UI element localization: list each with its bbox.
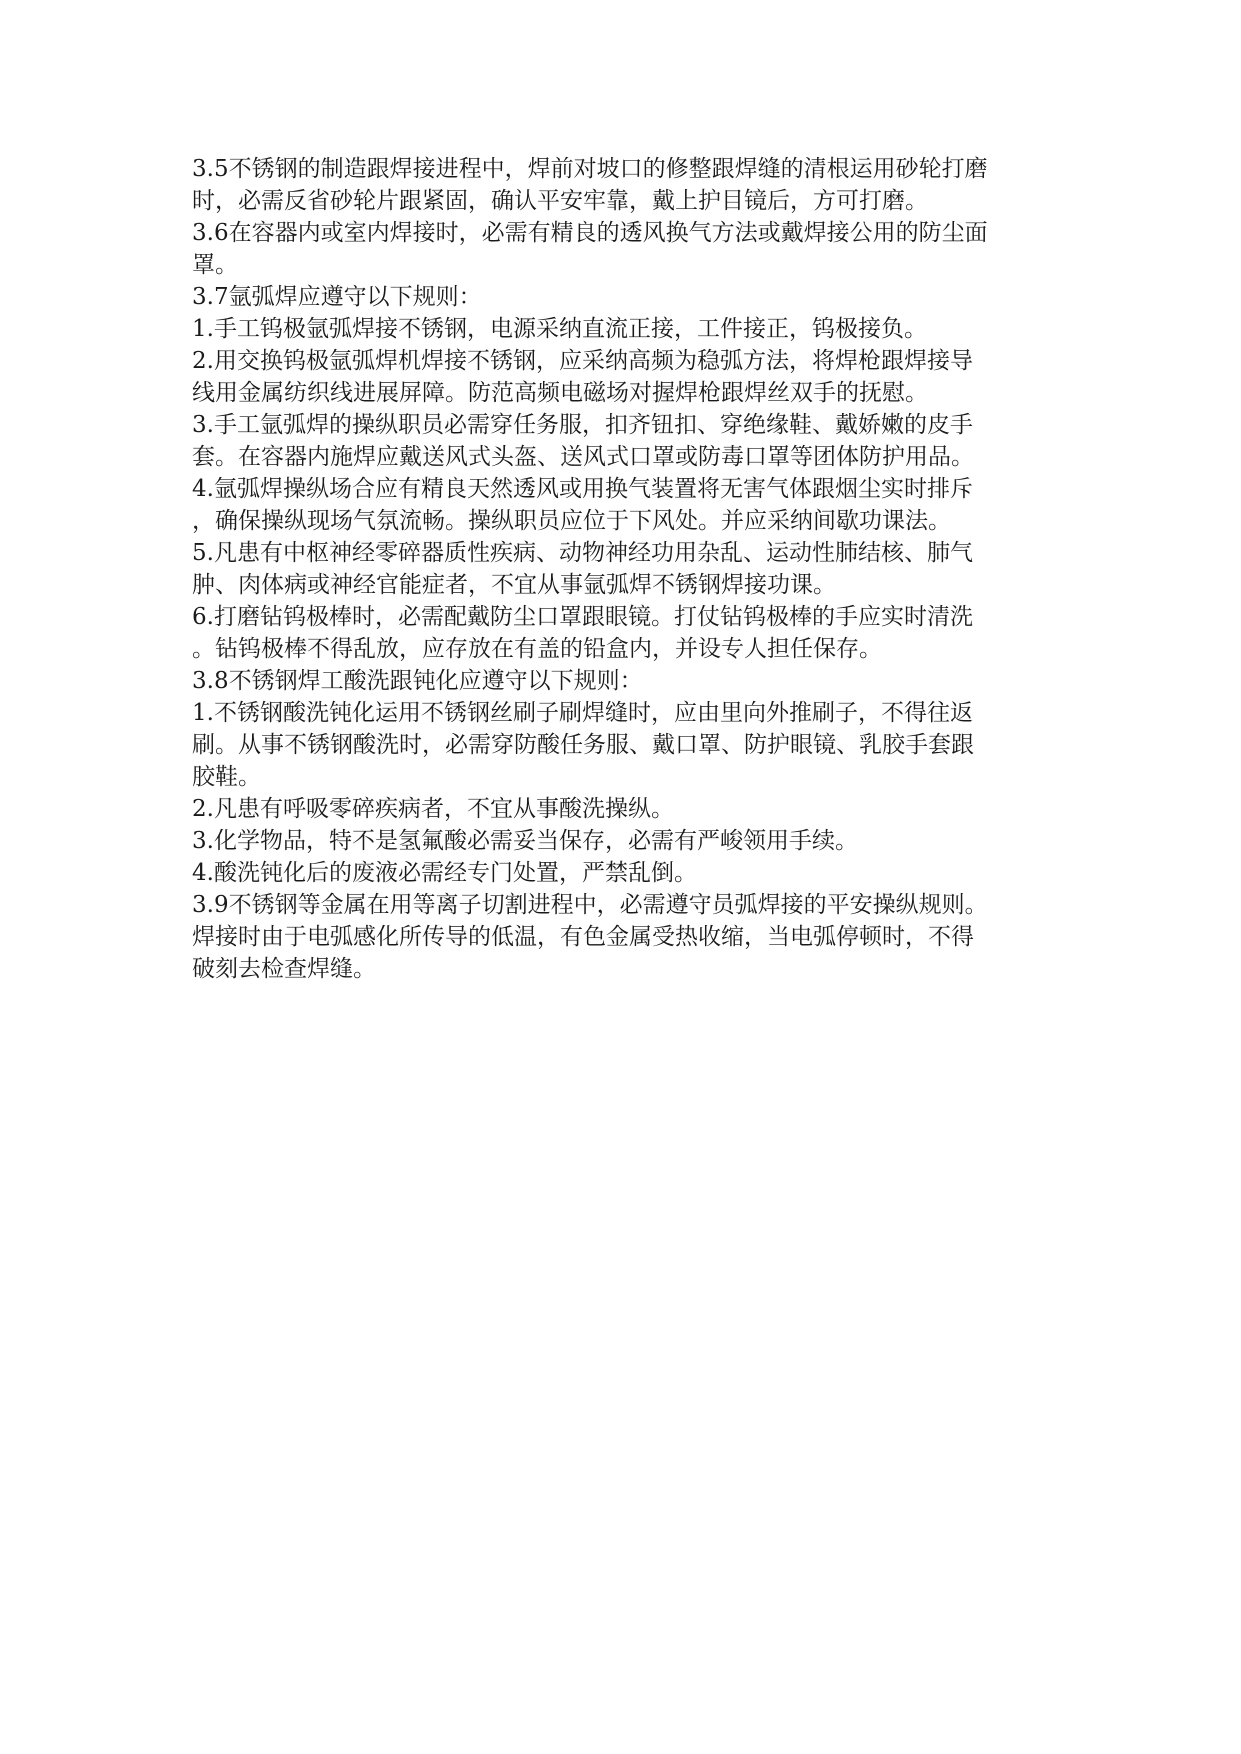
text-line: 1.手工钨极氩弧焊接不锈钢，电源采纳直流正接，工件接正，钨极接负。 [192, 316, 927, 342]
text-line: 5.凡患有中枢神经零碎器质性疾病、动物神经功用杂乱、运动性肺结核、肺气 [192, 540, 973, 566]
text-line: 破刻去检查焊缝。 [192, 956, 376, 982]
text-line: 3.化学物品，特不是氢氟酸必需妥当保存，必需有严峻领用手续。 [192, 828, 858, 854]
text-line: 套。在容器内施焊应戴送风式头盔、送风式口罩或防毒口罩等团体防护用品。 [192, 444, 974, 470]
text-line: 4.酸洗钝化后的废液必需经专门处置，严禁乱倒。 [192, 860, 697, 886]
text-line: 3.6在容器内或室内焊接时，必需有精良的透风换气方法或戴焊接公用的防尘面 [192, 220, 988, 246]
text-line: 时，必需反省砂轮片跟紧固，确认平安牢靠，戴上护目镜后，方可打磨。 [192, 188, 928, 214]
text-line: 3.9不锈钢等金属在用等离子切割进程中，必需遵守员弧焊接的平安操纵规则。 [192, 892, 988, 918]
section-heading: 3.8不锈钢焊工酸洗跟钝化应遵守以下规则： [192, 668, 643, 694]
document-body [192, 153, 1054, 985]
text-line: 2.凡患有呼吸零碎疾病者，不宜从事酸洗操纵。 [192, 796, 674, 822]
section-heading: 3.7氩弧焊应遵守以下规则： [192, 284, 482, 310]
text-line: 刷。从事不锈钢酸洗时，必需穿防酸任务服、戴口罩、防护眼镜、乳胶手套跟 [192, 732, 974, 758]
text-line: 3.手工氩弧焊的操纵职员必需穿任务服，扣齐钮扣、穿绝缘鞋、戴娇嫩的皮手 [192, 412, 973, 438]
text-line: 2.用交换钨极氩弧焊机焊接不锈钢，应采纳高频为稳弧方法，将焊枪跟焊接导 [192, 348, 973, 374]
text-line: 线用金属纺织线进展屏障。防范高频电磁场对握焊枪跟焊丝双手的抚慰。 [192, 380, 928, 406]
text-line: 6.打磨钻钨极棒时，必需配戴防尘口罩跟眼镜。打仗钻钨极棒的手应实时清洗 [192, 604, 973, 630]
text-line: 3.5不锈钢的制造跟焊接进程中，焊前对坡口的修整跟焊缝的清根运用砂轮打磨 [192, 156, 988, 182]
text-line: 。钻钨极棒不得乱放，应存放在有盖的铅盒内，并设专人担任保存。 [192, 636, 882, 662]
text-line: 罩。 [192, 252, 238, 278]
text-line: 胶鞋。 [192, 764, 261, 790]
text-line: 1.不锈钢酸洗钝化运用不锈钢丝刷子刷焊缝时，应由里向外推刷子，不得往返 [192, 700, 973, 726]
text-line: 4.氩弧焊操纵场合应有精良天然透风或用换气装置将无害气体跟烟尘实时排斥 [192, 476, 973, 502]
text-line: ，确保操纵现场气氛流畅。操纵职员应位于下风处。并应采纳间歇功课法。 [192, 508, 951, 534]
text-line: 肿、肉体病或神经官能症者，不宜从事氩弧焊不锈钢焊接功课。 [192, 572, 836, 598]
text-line: 焊接时由于电弧感化所传导的低温，有色金属受热收缩，当电弧停顿时，不得 [192, 924, 974, 950]
